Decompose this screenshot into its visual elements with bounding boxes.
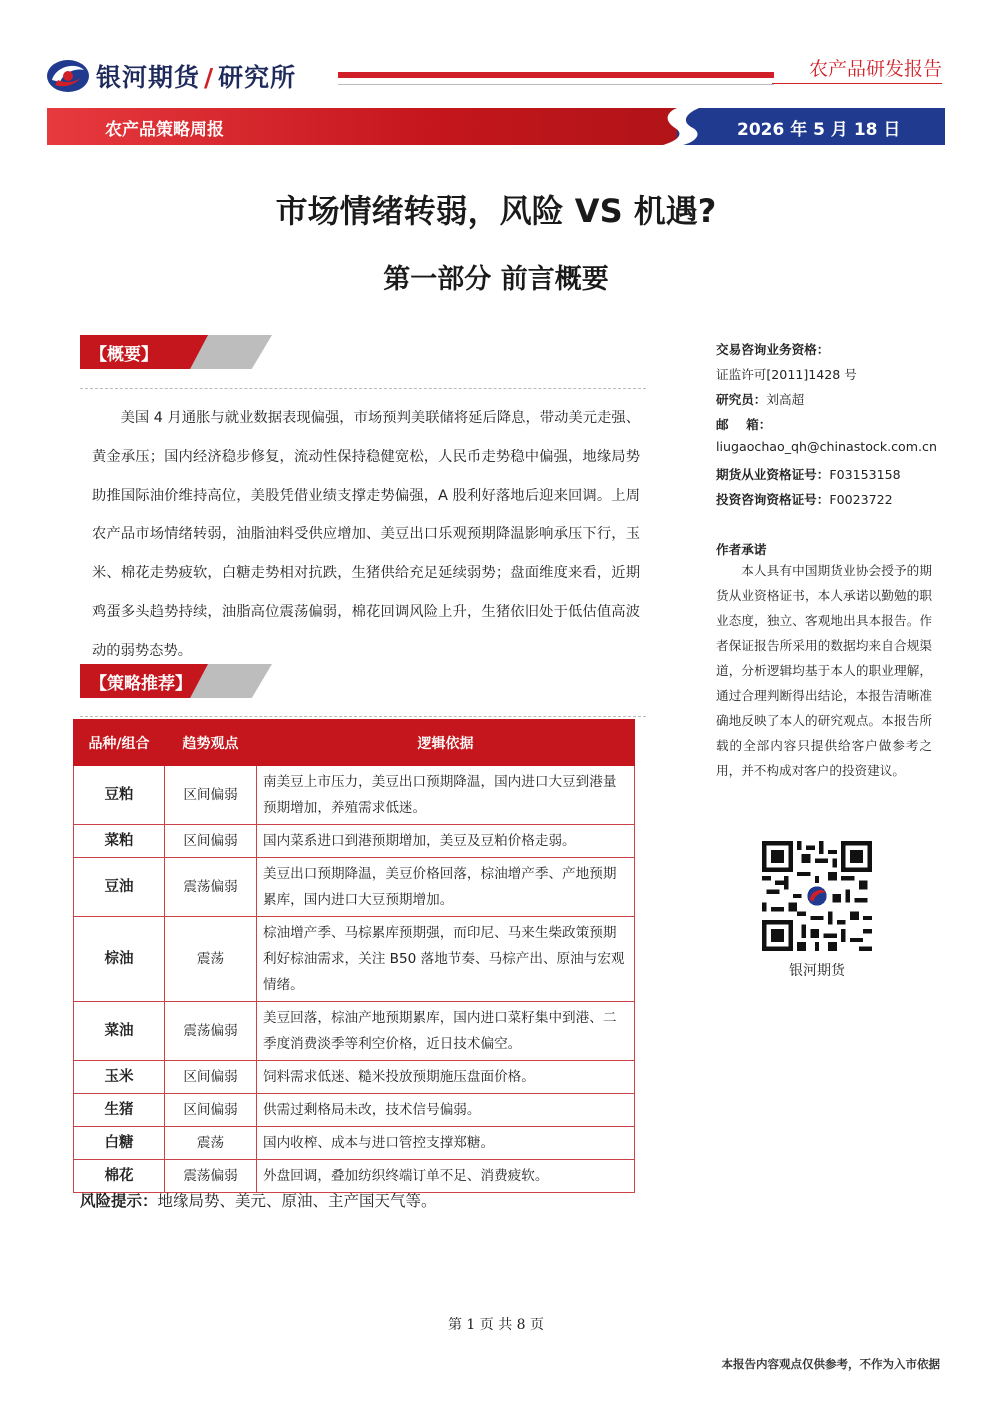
qr-code-icon <box>762 841 872 951</box>
table-row <box>74 858 635 917</box>
row-view: 区间偏弱 <box>165 1094 257 1127</box>
row-view: 区间偏弱 <box>165 825 257 858</box>
row-variety: 棕油 <box>74 917 165 1002</box>
strategy-divider <box>80 716 646 717</box>
row-variety: 菜粕 <box>74 825 165 858</box>
strategy-tag-label: 【策略推荐】 <box>90 674 192 694</box>
researcher <box>716 389 936 408</box>
row-variety: 棉花 <box>74 1160 165 1193</box>
section-title: 第一部分 前言概要 <box>383 264 609 295</box>
strategy-table <box>73 719 635 1193</box>
strategy-tag <box>80 664 280 698</box>
futures-cert-value: F03153158 <box>829 467 901 482</box>
row-view: 区间偏弱 <box>165 766 257 825</box>
report-type-underline <box>772 83 942 84</box>
row-variety: 白糖 <box>74 1127 165 1160</box>
researcher-value: 刘高超 <box>766 392 805 407</box>
table-row <box>74 1002 635 1061</box>
invest-cert-label: 投资咨询资格证号： <box>716 492 830 507</box>
logo-text <box>96 58 296 94</box>
row-logic: 南美豆上市压力，美豆出口预期降温，国内进口大豆到港量预期增加，养殖需求低迷。 <box>257 766 635 825</box>
futures-cert <box>716 464 936 483</box>
row-variety: 生猪 <box>74 1094 165 1127</box>
row-logic: 棕油增产季、马棕累库预期强，而印尼、马来生柴政策预期利好棕油需求，关注 B50 落地节奏、马棕产出、原油与宏观情绪。 <box>257 917 635 1002</box>
table-row <box>74 1094 635 1127</box>
row-view: 震荡偏弱 <box>165 858 257 917</box>
risk-notice <box>80 1189 437 1211</box>
futures-cert-label: 期货从业资格证号： <box>716 467 830 482</box>
row-logic: 饲料需求低迷、糙米投放预期施压盘面价格。 <box>257 1061 635 1094</box>
row-view: 震荡偏弱 <box>165 1002 257 1061</box>
qualification-label: 交易咨询业务资格： <box>716 342 830 357</box>
table-row <box>74 1061 635 1094</box>
logo-sub: 研究所 <box>218 63 297 92</box>
row-variety: 豆油 <box>74 858 165 917</box>
table-row <box>74 825 635 858</box>
table-row <box>74 766 635 825</box>
row-view: 震荡 <box>165 917 257 1002</box>
header-band <box>47 108 945 145</box>
footer-disclaimer: 本报告内容观点仅供参考，不作为入市依据 <box>721 1357 940 1371</box>
row-logic: 美豆出口预期降温，美豆价格回落，棕油增产季、产地预期累库，国内进口大豆预期增加。 <box>257 858 635 917</box>
band-title: 农产品策略周报 <box>105 120 224 140</box>
invest-cert <box>716 489 936 508</box>
row-variety: 玉米 <box>74 1061 165 1094</box>
qr-label: 银河期货 <box>789 963 845 979</box>
report-date: 2026 年 5 月 18 日 <box>737 120 901 140</box>
row-logic: 美豆回落，棕油产地预期累库，国内进口菜籽集中到港、二季度消费淡季等利空价格，近日技术偏空。 <box>257 1002 635 1061</box>
row-variety: 菜油 <box>74 1002 165 1061</box>
overview-text: 美国 4 月通胀与就业数据表现偏强，市场预判美联储将延后降息，带动美元走强、黄金承压；国内经济稳步修复，流动性保持稳健宽松，人民币走势稳中偏强，地缘局势助推国际油价维持高位，美股凭借业绩支撑走势偏强，A 股利好落地后迎来回调。上周农产品市场情绪转弱，油脂油料受供应增加、美豆出口乐观预期降温影响承压下行，玉米、棉花走势疲软，白糖走势相对抗跌，生猪供给充足延续弱势；盘面维度来看，近期鸡蛋多头趋势持续，油脂高位震荡偏弱，棉花回调风险上升，生猪依旧处于低估值高波动的弱势态势。 <box>92 410 640 659</box>
logo-slash: / <box>204 63 215 92</box>
row-view: 区间偏弱 <box>165 1061 257 1094</box>
researcher-label: 研究员： <box>716 392 767 407</box>
overview-divider <box>80 388 646 389</box>
col-header-logic: 逻辑依据 <box>257 720 635 766</box>
pledge-title: 作者承诺 <box>716 542 767 557</box>
risk-text: 地缘局势、美元、原油、主产国天气等。 <box>157 1192 437 1210</box>
report-type: 农产品研发报告 <box>808 58 942 80</box>
col-header-view: 趋势观点 <box>165 720 257 766</box>
overview-paragraph <box>92 399 640 671</box>
logo-brand: 银河期货 <box>96 63 201 92</box>
row-logic: 供需过剩格局未改，技术信号偏弱。 <box>257 1094 635 1127</box>
col-header-variety: 品种/组合 <box>74 720 165 766</box>
page-number: 第 1 页 共 8 页 <box>447 1317 545 1333</box>
risk-label: 风险提示： <box>80 1192 158 1210</box>
pledge-block <box>716 558 932 783</box>
header-red-line <box>338 72 774 78</box>
row-view: 震荡偏弱 <box>165 1160 257 1193</box>
band-swoosh-icon <box>659 108 711 145</box>
row-variety: 豆粕 <box>74 766 165 825</box>
overview-tag-label: 【概要】 <box>90 345 158 365</box>
row-logic: 国内菜系进口到港预期增加，美豆及豆粕价格走弱。 <box>257 825 635 858</box>
row-logic: 外盘回调，叠加纺织终端订单不足、消费疲软。 <box>257 1160 635 1193</box>
email-value[interactable]: liugaochao_qh@chinastock.com.cn <box>716 439 937 454</box>
page-title: 市场情绪转弱，风险 VS 机遇? <box>275 192 717 230</box>
galaxy-logo-icon <box>46 58 90 94</box>
row-view: 震荡 <box>165 1127 257 1160</box>
row-logic: 国内收榨、成本与进口管控支撑郑糖。 <box>257 1127 635 1160</box>
table-row <box>74 917 635 1002</box>
email-label: 邮 箱： <box>716 417 772 432</box>
pledge-text: 本人具有中国期货业协会授予的期货从业资格证书，本人承诺以勤勉的职业态度，独立、客观地出具本报告。作者保证报告所采用的数据均来自合规渠道，分析逻辑均基于本人的职业理解，通过合理判断得出结论，本报告清晰准确地反映了本人的研究观点。本报告所载的全部内容只提供给客户做参考之用，并不构成对客户的投资建议。 <box>716 563 932 778</box>
table-row <box>74 1160 635 1193</box>
table-header-row <box>74 720 635 766</box>
header-gray-line <box>338 84 774 85</box>
invest-cert-value: F0023722 <box>829 492 893 507</box>
qualification-value: 证监许可[2011]1428 号 <box>716 367 857 382</box>
overview-tag <box>80 335 280 369</box>
table-row <box>74 1127 635 1160</box>
